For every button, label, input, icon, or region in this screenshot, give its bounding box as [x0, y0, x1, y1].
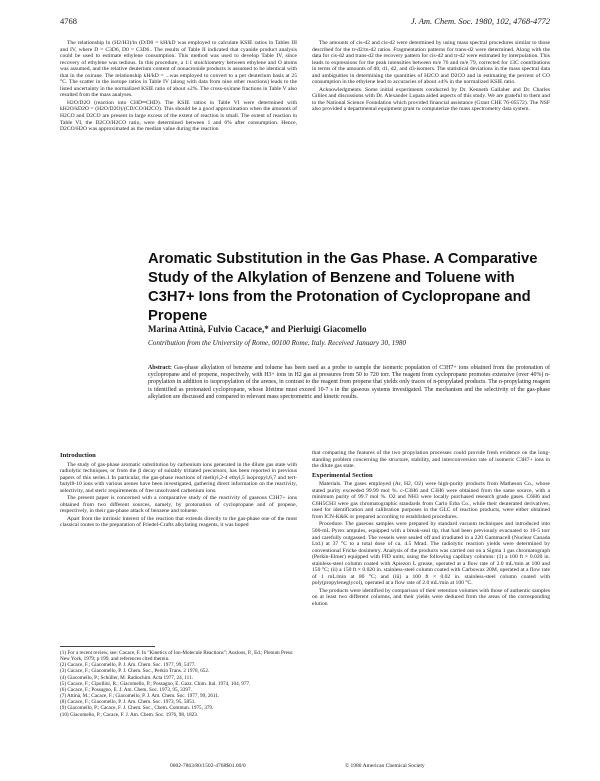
abstract: [148, 365, 550, 401]
acknowledgments-paragraph: Acknowledgments. Some initial experiments conducted by Dr. Kenneth Gallaher and Dr. Charles Gillies and discussions with Dr. Alexander Lopata aided aspects of this study. We are grateful to them and to the National Science Foundation which provided financial assistance (Grant CHE 76-05572). The NSF also provided a departmental equipment grant to computerize the mass spectrometry data system.: [312, 86, 550, 113]
body-paragraph: The relationship ln (H2/H3)/ln (D/D0 = kH/kD was employed to calculate KSIE ratios in Tables III and IV, where D = C3D6, D0 = C3D6.. The results of Table II indicated that cyanide product analysis could be used to estimate ethylene consumption. This method was used to develop Table IV, since recovery of ethylene was tedious. In this procedure, a 1:1 stoichiometry between ethylene and O atoms was assumed, and the relative deuterium content of nonacronide products is assumed to be identical with that in the oxirane. The relationship kH/kD = ...was employed to convert to a per deuterium basis at 25 °C. The scatter in the isotope ratios in Table IV (along with data from nine other reactions) leads to the listed uncertainty in the normalized KSIE ratio of about ±2%. The cross-oxirane fractions in Table V also resulted from the mass analyses.: [60, 40, 297, 99]
bottom-left-column: [60, 450, 297, 530]
footnote: (7) Attinà, M.; Cacace, F.; Giacomello, P. J. Am. Chem. Soc. 1977, 99, 2611.: [60, 693, 220, 700]
footnote: (5) Cacace, F.; Cipollini, R.; Giacomello, P.; Possagno, E. Gazz. Chim. Ital. 1974, 104, 977.: [60, 680, 251, 687]
journal-citation: J. Am. Chem. Soc. 1980, 102, 4768-4772: [410, 16, 550, 26]
footer-code: 0002-7863/80/1502-4768$01.00/0: [170, 763, 246, 769]
footnote: (2) Cacace, F.; Giacomello, P. J. Am. Chem. Soc. 1977, 99, 5477.: [60, 662, 196, 669]
body-paragraph: The study of gas-phase aromatic substitution by carbenium ions generated in the dilute gas state with radiolytic techniques, or from the β decay of suitably tritiated precursors, has been reported in previous papers of this series.1 In particular, the gas-phase reactions of methyl,2-4 ethyl,5 isopropyl,6,7 and tert-butyl8-10 ions with various arenes have been investigated, gathering direct information on the reactivity, selectivity, and steric requirements of free unsolvated carbenium ions.: [60, 461, 297, 494]
running-header: [60, 16, 550, 28]
top-left-column: [60, 40, 297, 134]
section-heading-introduction: Introduction: [60, 452, 96, 459]
body-paragraph: that comparing the features of the two propylation processes could provide fresh evidence on the long-standing problem concerning the structure, stability, and interconversion rate of isomeric C3H7+ ions in the dilute gas state.: [312, 450, 550, 470]
abstract-label: Abstract:: [148, 365, 172, 371]
body-paragraph: Apart from the intrinsic interest of the reaction that extends directly to the gas-phase one of the most classical routes to the preparation of Friedel-Crafts alkylating reagents, it was hoped: [60, 515, 297, 529]
footnote: (8) Cacace, F.; Giacomello, P. J. Am. Chem. Soc. 1973, 95, 5851.: [60, 699, 196, 706]
footnote: (9) Giacomello, P.; Cacace, F. J. Chem. Soc., Chem. Commun. 1975, 379.: [60, 705, 214, 712]
bottom-right-column: [312, 450, 550, 609]
footnote: (4) Giacomello, P.; Schüller, M. Radiochim. Acta 1977, 24, 111.: [60, 674, 193, 681]
top-right-column: [312, 40, 550, 114]
footnote: (10) Giacomello, P.; Cacace, F. J. Am. Chem. Soc. 1976, 98, 1823.: [60, 711, 199, 718]
article-title: Aromatic Substitution in the Gas Phase. A Comparative Study of the Alkylation of Benzene and Toluene with C3H7+ Ions from the Protonation of Cyclopropane and Propene: [148, 251, 538, 324]
footnote: (6) Cacace, F.; Possagno, E. J. Am. Chem. Soc. 1973, 95, 3397.: [60, 686, 192, 693]
page-number: 4768: [60, 16, 77, 26]
section-heading-experimental: Experimental Section: [312, 471, 373, 479]
body-paragraph: The amounts of cis-d2 and cis-d2 were determined by using mass spectral procedures similar to those described for the tr-d2/tn-d2 ratios. Fragmentation patterns for trans-d2 were determined. Along with the data for cis-d2 and trans-d2 the recovery pattern for cis-d2 and tr-d2 were estimated by interpolation. This leads to expressions for the peak intensities between m/e 76 and m/e 79, corrected for 13C contributions in terms of the amounts of d0, d1, d2, and d3-isomers. The statistical deviations in the mass spectral data and ambiguities in determining the quantities of H2CO and D2CO and in estimating the percent of CO consumption in the ethylene lead to accuracies of about ±4% in the normalized KSIE ratio.: [312, 40, 550, 86]
body-paragraph: The present paper is concerned with a comparative study of the reactivity of gaseous C3H7+ ions obtained from two different sources, namely, by protonation of cyclopropane and of propene, respectively, in their gas-phase attack of benzene and toluene.: [60, 495, 297, 515]
body-paragraph: Procedure. The gaseous samples were prepared by standard vacuum techniques and introduced into 500-mL Pyrex ampules, equipped with a break-seal tip, that had been previously evacuated to 10-5 torr and carefully outgassed. The vessels were sealed off and irradiated in a 220 Gammacell (Nuclear Canada Ltd.) at 37 °C to a total dose of ca. 4.5 Mrad. The radiolytic reaction yields were determined by conventional Fricke dosimetry. Analysis of the products was carried out on a Sigma 1 gas chromatograph (Perkin-Elmer) equipped with FID units, using the following capillary columns: (1) a 100 ft × 0.020 in. stainless-steel column coated with Apiezon L grease, operated at a flow rate of 2.0 mL/min at 100 and 150 °C; (ii) a 150 ft × 0.020 in. stainless-steel column coated with Carbowax 20M, operated at a flow rate of 1 mL/min at 80 °C; and (iii) a 100 ft × 0.02 in. stainless-steel column coated with poly(propyleneglycol), operated at a flow rate of 2.0 mL/min at 100 °C.: [312, 521, 550, 587]
contribution-line: Contribution from the University of Rome, 00100 Rome, Italy. Received January 30, 1980: [148, 339, 407, 347]
footer-copyright: © 1980 American Chemical Society: [345, 763, 425, 769]
footnote: (1) For a recent review, see: Cacace, F. In "Kinetics of Ion-Molecule Reactions"; Ausloos, P., Ed.; Plenum Press: New York, 1979; p 199, and references cited therein.: [60, 650, 294, 663]
footnote: (3) Cacace, F.; Giacomello, P. J. Chem. Soc., Perkin Trans. 2 1978, 652.: [60, 668, 210, 675]
footnote-rule: [60, 646, 155, 647]
footnotes: [60, 650, 297, 718]
body-paragraph: Materials. The gases employed (Ar, H2, O2) were high-purity products from Matheson Co., whose stated purity exceeded 99.99 mol %. c-C3H6 and C3H6 were obtained from the same source, with a minimum purity of 99.7 mol %. O2 and NH3 were locally purchased research grade gases. C6H6 and C6H5CH3 were gas chromatographic standards from Carlo Erba Co., while their deuterated derivatives, used for identification and calibration purposes in the GLC of reaction products, were either obtained from ICN-K&K or prepared according to established procedures.: [312, 481, 550, 520]
abstract-text: Gas-phase alkylation of benzene and toluene has been used as a probe to sample the isomeric population of C3H7+ ions obtained from the protonation of cyclopropane and of propene, respectively, with H3+ ions in H2 gas at pressures from 50 to 720 torr. The reagent from cyclopropane promotes extensive (over 40%) n-propylation in addition to isopropylation of the arenes, in contrast to the reagent from propene that yields only traces of n-propylated products. The n-propylating reagent is identified as protonated cyclopropane, whose lifetime must exceed 10-7 s in the gaseous systems investigated. The mechanism and the selectivity of the gas-phase alkylation are discussed and compared to relevant mass spectrometric and kinetic results.: [148, 365, 550, 400]
article-authors: Marina Attinà, Fulvio Cacace,* and Pierluigi Giacomello: [148, 324, 367, 334]
body-paragraph: The products were identified by comparison of their retention volumes with those of authentic samples on at least two different columns, and their yields were deduced from the areas of the corresponding elution: [312, 587, 550, 608]
body-paragraph: H2O/D2O (reaction into CHD═CHD). The KSIE ratios in Table VI were determined with kH2O/kD2O = (H2O/D2O)/(CD/CO/H2CO). This should be a good approximation when the amounts of H2CO and D2CO are present in large excess of the extent of reaction is small. The extent of reaction in Table VI, the D2CO/H2CO ratio, were determined between 1 and 6% after consumption. Hence, D2CO/H2O was approximated as the median value during the reaction: [60, 99, 297, 133]
